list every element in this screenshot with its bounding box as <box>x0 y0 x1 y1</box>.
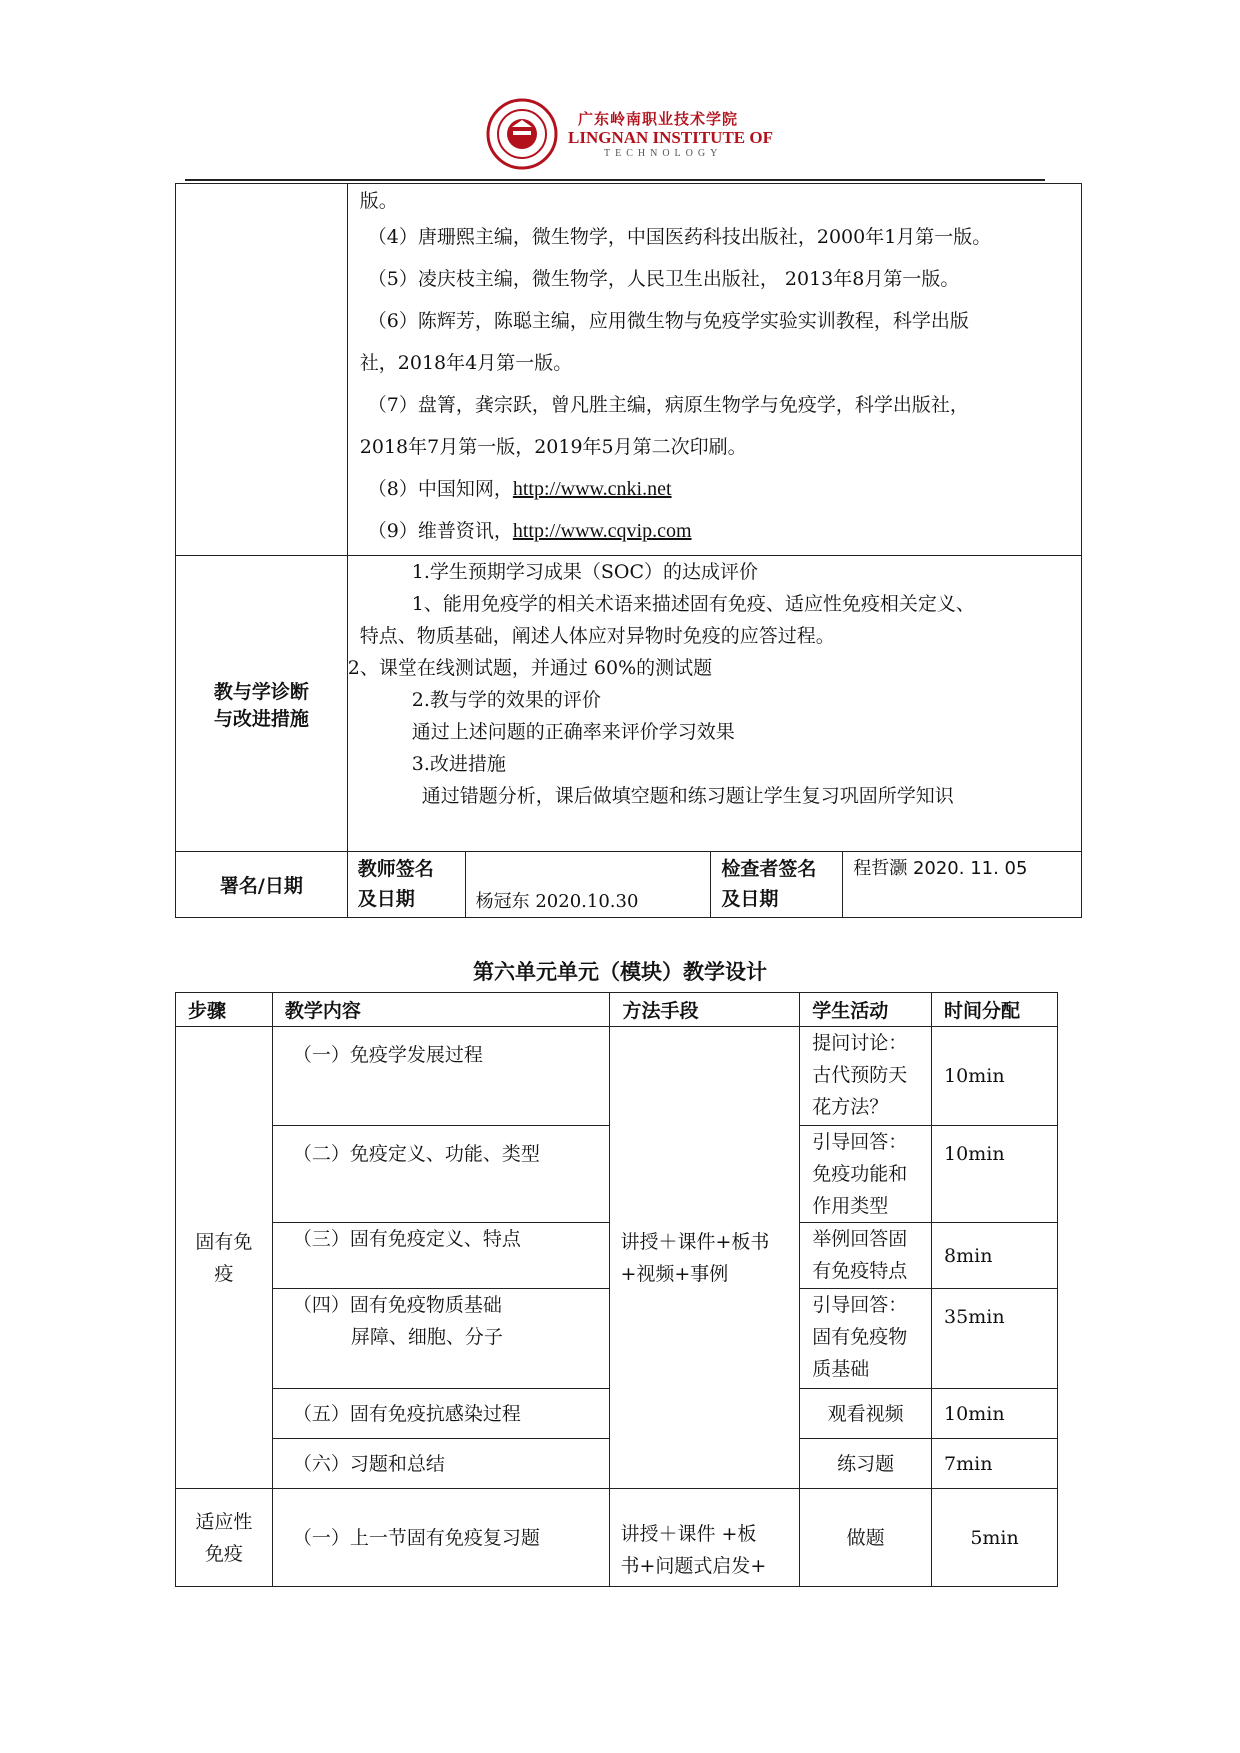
reference-line: 社，2018年4月第一版。 <box>359 352 573 374</box>
reference-line: （4）唐珊熙主编，微生物学，中国医药科技出版社，2000年1月第一版。 <box>367 226 992 248</box>
checker-value-cell <box>843 852 1082 918</box>
cqvip-link[interactable]: http://www.cqvip.com <box>512 520 692 542</box>
page-header <box>0 98 1240 173</box>
header-activity: 学生活动 <box>800 993 932 1027</box>
step-cell <box>176 1027 273 1489</box>
method-text: 讲授＋课件 +板 <box>620 1523 757 1545</box>
activity-cell <box>800 1223 932 1289</box>
method-text: 讲授＋课件+板书 <box>620 1230 770 1253</box>
activity-text: 观看视频 <box>827 1402 904 1425</box>
reference-link-line <box>360 468 1081 510</box>
activity-text: 引导回答： <box>812 1131 908 1153</box>
diagnosis-line: 1.学生预期学习成果（SOC）的达成评价 <box>411 561 759 583</box>
activity-text: 提问讨论： <box>812 1032 908 1054</box>
content-cell <box>272 1126 610 1223</box>
step-label: 适应性 <box>195 1510 253 1533</box>
time-text: 10min <box>944 1065 1005 1087</box>
time-cell <box>932 1289 1058 1389</box>
diagnosis-line: 2.教与学的效果的评价 <box>411 689 601 711</box>
diagnosis-line: 通过错题分析，课后做填空题和练习题让学生复习巩固所学知识 <box>421 785 954 807</box>
diagnosis-label: 与改进措施 <box>213 707 309 730</box>
time-text: 10min <box>944 1143 1005 1165</box>
reference-line: 2018年7月第一版，2019年5月第二次印刷。 <box>359 436 747 458</box>
method-cell <box>610 1489 800 1587</box>
reference-line: （7）盘箐，龚宗跃，曾凡胜主编，病原生物学与免疫学，科学出版社， <box>367 394 969 416</box>
step-label: 固有免 <box>195 1230 253 1253</box>
diagnosis-line: 2、课堂在线测试题，并通过 60%的测试题 <box>347 657 713 679</box>
content-text: （六）习题和总结 <box>292 1452 445 1475</box>
time-cell <box>932 1027 1058 1126</box>
activity-text: 举例回答固 <box>812 1228 908 1250</box>
activity-text: 质基础 <box>812 1358 870 1380</box>
activity-text: 免疫功能和 <box>812 1163 908 1185</box>
time-cell <box>932 1489 1058 1587</box>
diagnosis-line: 1、能用免疫学的相关术语来描述固有免疫、适应性免疫相关定义、 <box>411 593 975 615</box>
content-text: （一）免疫学发展过程 <box>292 1044 483 1066</box>
school-name-en: LINGNAN INSTITUTE OF <box>568 128 773 147</box>
teacher-label-cell <box>347 852 465 918</box>
diagnosis-line: 3.改进措施 <box>411 753 506 775</box>
header-step: 步骤 <box>176 993 273 1027</box>
content-cell <box>272 1223 610 1289</box>
step-cell <box>176 1489 273 1587</box>
signature-label-cell <box>176 852 348 918</box>
checker-signature: 程哲灏 2020. 11. 05 <box>853 858 1028 879</box>
cnki-link[interactable]: http://www.cnki.net <box>512 478 672 500</box>
header-content: 教学内容 <box>272 993 610 1027</box>
activity-text: 练习题 <box>837 1452 895 1475</box>
content-cell <box>272 1389 610 1439</box>
method-text: +视频+事例 <box>620 1262 729 1285</box>
activity-text: 引导回答： <box>812 1294 908 1316</box>
time-text: 10min <box>944 1402 1005 1425</box>
diagnosis-cell <box>347 556 1081 852</box>
content-text: （一）上一节固有免疫复习题 <box>292 1526 540 1549</box>
reference-line: （6）陈辉芳，陈聪主编，应用微生物与免疫学实验实训教程，科学出版 <box>367 310 969 332</box>
activity-text: 有免疫特点 <box>812 1260 908 1282</box>
diagnosis-line: 特点、物质基础，阐述人体应对异物时免疫的应答过程。 <box>359 625 835 647</box>
diagnosis-line: 通过上述问题的正确率来评价学习效果 <box>411 721 735 743</box>
teaching-design-table <box>175 992 1058 1587</box>
time-cell <box>932 1126 1058 1223</box>
activity-cell <box>800 1489 932 1587</box>
method-text: 书+问题式启发+ <box>620 1555 767 1577</box>
reference-link-prefix: （8）中国知网， <box>367 478 513 500</box>
time-text: 7min <box>944 1452 993 1475</box>
activity-text: 花方法？ <box>812 1096 889 1118</box>
school-name-en-sub: TECHNOLOGY <box>604 148 723 159</box>
references-cell <box>347 184 1081 556</box>
step-label: 免疫 <box>204 1542 243 1565</box>
header-method: 方法手段 <box>610 993 800 1027</box>
school-seal-logo <box>486 98 558 170</box>
content-text: （四）固有免疫物质基础 <box>292 1294 502 1316</box>
references-label-cell <box>176 184 348 556</box>
activity-text: 古代预防天 <box>812 1064 908 1086</box>
activity-cell <box>800 1027 932 1126</box>
time-text: 8min <box>944 1244 993 1267</box>
checker-sign-label: 检查者签名 <box>721 858 817 880</box>
checker-sign-label: 及日期 <box>721 888 779 910</box>
diagnosis-label-cell <box>176 556 348 852</box>
method-cell <box>610 1027 800 1489</box>
content-text: （二）免疫定义、功能、类型 <box>292 1143 540 1165</box>
activity-cell <box>800 1439 932 1489</box>
content-cell <box>272 1289 610 1389</box>
school-name-cn: 广东岭南职业技术学院 <box>578 110 739 128</box>
activity-text: 做题 <box>846 1526 885 1549</box>
time-cell <box>932 1389 1058 1439</box>
time-cell <box>932 1223 1058 1289</box>
teacher-signature: 杨冠东 2020.10.30 <box>475 891 639 912</box>
header-time: 时间分配 <box>932 993 1058 1027</box>
activity-text: 固有免疫物 <box>812 1326 908 1348</box>
content-cell <box>272 1439 610 1489</box>
reference-link-line <box>360 510 1081 552</box>
teacher-value-cell <box>465 852 711 918</box>
course-info-table <box>175 183 1082 918</box>
activity-cell <box>800 1126 932 1223</box>
content-cell <box>272 1027 610 1126</box>
content-text: （五）固有免疫抗感染过程 <box>292 1402 521 1425</box>
diagnosis-label: 教与学诊断 <box>213 680 309 703</box>
time-text: 35min <box>944 1306 1005 1328</box>
reference-line: 版。 <box>359 190 398 212</box>
content-text: 屏障、细胞、分子 <box>350 1326 503 1348</box>
header-divider <box>185 179 1045 181</box>
activity-cell <box>800 1289 932 1389</box>
content-cell <box>272 1489 610 1587</box>
activity-cell <box>800 1389 932 1439</box>
checker-label-cell <box>711 852 843 918</box>
time-text: 5min <box>970 1526 1019 1549</box>
content-text: （三）固有免疫定义、特点 <box>292 1228 521 1250</box>
activity-text: 作用类型 <box>812 1195 889 1217</box>
design-title: 第六单元单元（模块）教学设计 <box>473 960 767 984</box>
step-label: 疫 <box>214 1262 234 1285</box>
reference-line: （5）凌庆枝主编，微生物学，人民卫生出版社， 2013年8月第一版。 <box>367 268 960 290</box>
time-cell <box>932 1439 1058 1489</box>
teacher-sign-label: 教师签名 <box>357 858 434 880</box>
teacher-sign-label: 及日期 <box>357 888 415 910</box>
signature-label: 署名/日期 <box>219 875 303 897</box>
reference-link-prefix: （9）维普资讯， <box>367 520 513 542</box>
